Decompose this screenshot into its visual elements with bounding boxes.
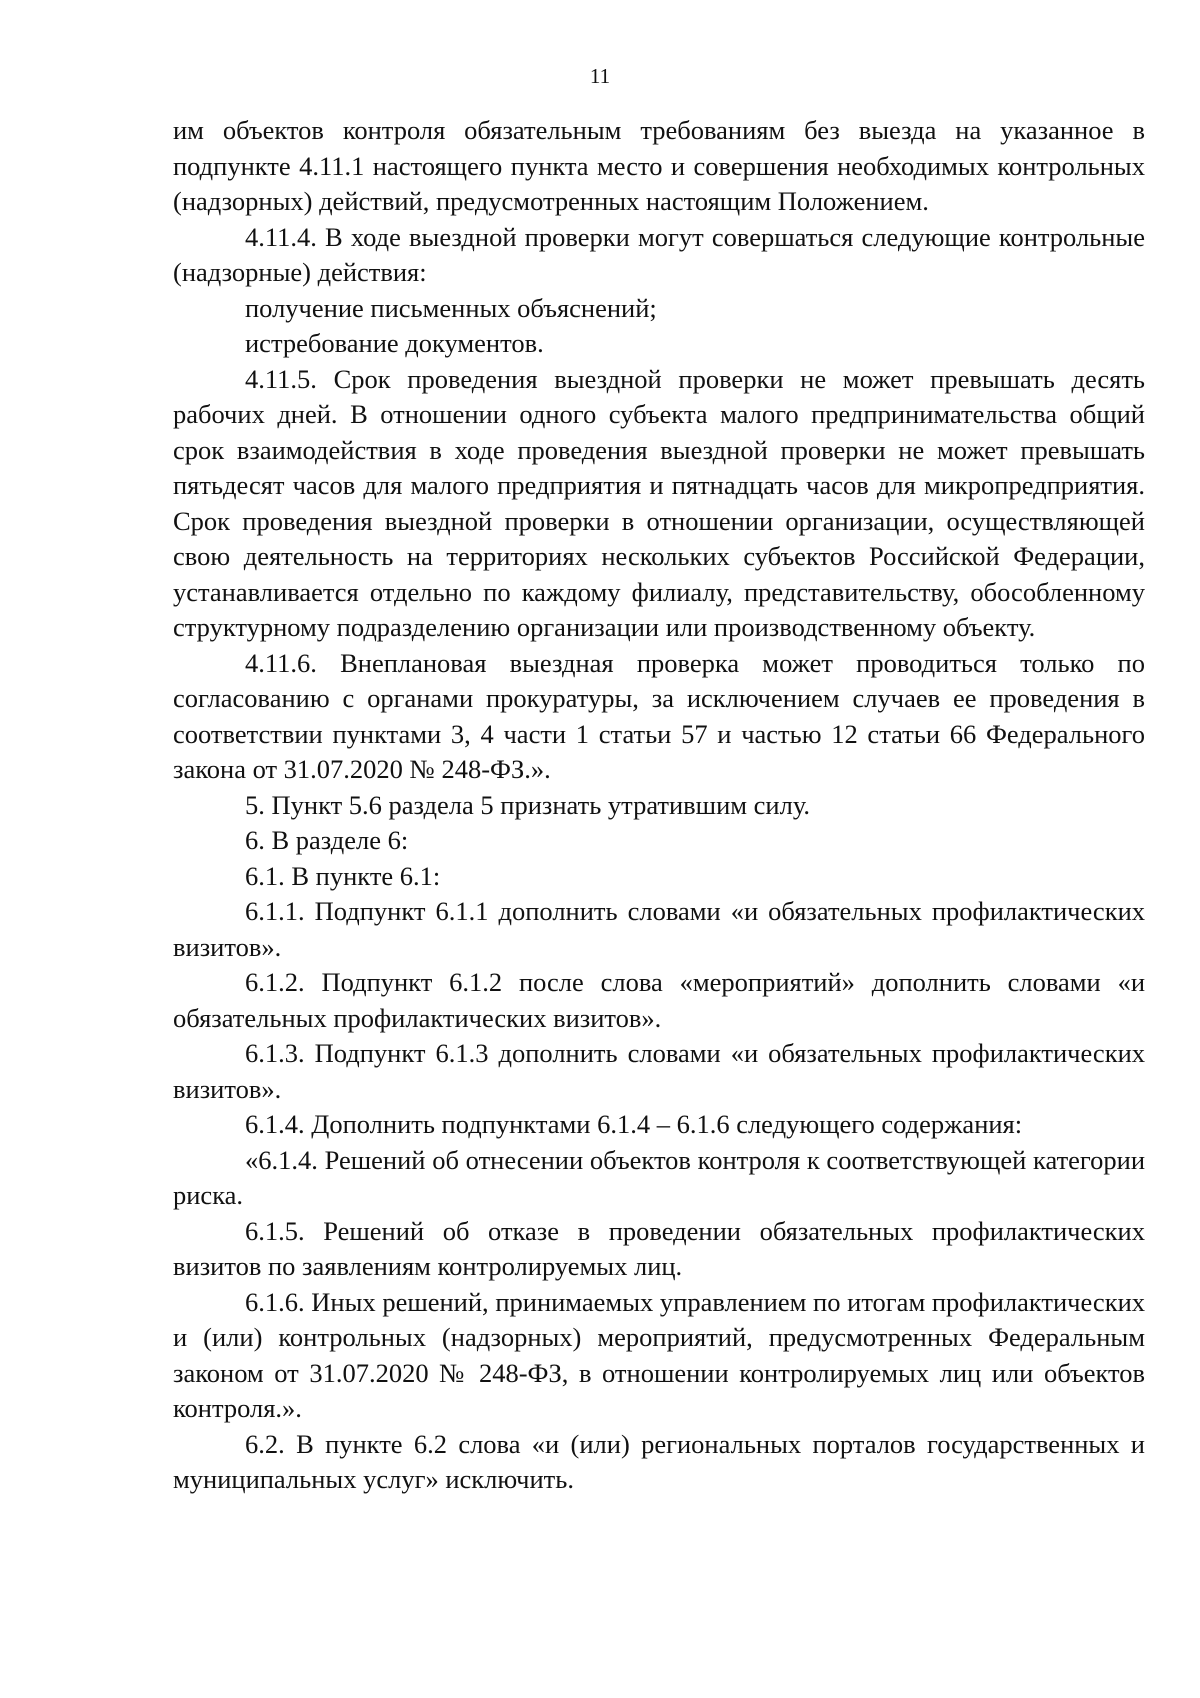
paragraph-6-1-4-intro: 6.1.4. Дополнить подпунктами 6.1.4 – 6.1.6 следующего содержания:	[245, 1109, 1023, 1139]
paragraph-6-1-3: 6.1.3. Подпункт 6.1.3 дополнить словами «и обязательных профилактических визитов».	[173, 1038, 1145, 1104]
list-item-written-explanations: получение письменных объяснений;	[245, 292, 657, 323]
paragraph-continuation: им объектов контроля обязательным требованиям без выезда на указанное в подпункте 4.11.1 настоящего пункта место и совершения необходимых контрольных (надзорных) действий, предусмотренных настоящим Положением.	[173, 115, 1145, 216]
document-body	[173, 113, 1145, 1498]
paragraph-4-11-4: 4.11.4. В ходе выездной проверки могут совершаться следующие контрольные (надзорные) действия:	[173, 221, 1145, 287]
paragraph-6-1: 6.1. В пункте 6.1:	[245, 860, 441, 891]
paragraph-6-1-4: «6.1.4. Решений об отнесении объектов контроля к соответствующей категории риска.	[173, 1144, 1145, 1210]
paragraph-4-11-6: 4.11.6. Внеплановая выездная проверка может проводиться только по согласованию с органами прокуратуры, за исключением случаев ее проведения в соответствии пунктами 3, 4 части 1 статьи 57 и частью 12 статьи 66 Федерального закона от 31.07.2020 № 248-ФЗ.».	[173, 647, 1145, 784]
paragraph-6-1-2: 6.1.2. Подпункт 6.1.2 после слова «мероприятий» дополнить словами «и обязательных профилактических визитов».	[173, 967, 1145, 1033]
paragraph-5: 5. Пункт 5.6 раздела 5 признать утратившим силу.	[245, 789, 811, 820]
page-number: 11	[589, 64, 611, 88]
paragraph-6-1-5: 6.1.5. Решений об отказе в проведении обязательных профилактических визитов по заявлениям контролируемых лиц.	[173, 1215, 1145, 1281]
paragraph-6: 6. В разделе 6:	[245, 825, 409, 855]
paragraph-6-1-6: 6.1.6. Иных решений, принимаемых управлением по итогам профилактических и (или) контрольных (надзорных) мероприятий, предусмотренных Федеральным законом от 31.07.2020 № 248-ФЗ, в отношении контролируемых лиц или объектов контроля.».	[173, 1286, 1145, 1423]
paragraph-6-2: 6.2. В пункте 6.2 слова «и (или) региональных порталов государственных и муниципальных услуг» исключить.	[173, 1428, 1145, 1494]
paragraph-6-1-1: 6.1.1. Подпункт 6.1.1 дополнить словами «и обязательных профилактических визитов».	[173, 896, 1145, 962]
paragraph-4-11-5: 4.11.5. Срок проведения выездной проверки не может превышать десять рабочих дней. В отношении одного субъекта малого предпринимательства общий срок взаимодействия в ходе проведения выездной проверки не может превышать пятьдесят часов для малого предприятия и пятнадцать часов для микропредприятия. Срок проведения выездной проверки в отношении организации, осуществляющей свою деятельность на территориях нескольких субъектов Российской Федерации, устанавливается отдельно по каждому филиалу, представительству, обособленному структурному подразделению организации или производственному объекту.	[173, 363, 1145, 642]
list-item-document-request: истребование документов.	[245, 328, 544, 358]
